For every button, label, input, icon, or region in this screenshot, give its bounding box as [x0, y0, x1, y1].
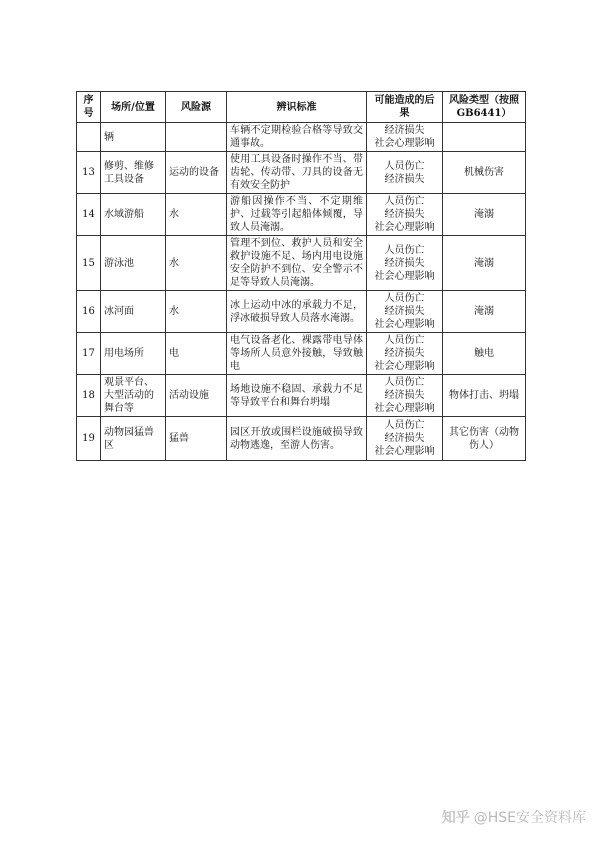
zhihu-watermark [442, 807, 586, 827]
cell-location: 辆 [101, 123, 166, 152]
cell-standard: 管理不到位、救护人员和安全救护设施不足、场内用电设施安全防护不到位、安全警示不足等导致人员淹溺。 [227, 236, 367, 291]
cell-location: 动物园猛兽区 [101, 417, 166, 461]
cell-consequence [367, 333, 443, 375]
cell-no [77, 123, 101, 152]
header-consequence: 可能造成的后果 [367, 92, 443, 123]
consequence-item: 社会心理影响 [374, 361, 435, 372]
cell-no: 16 [77, 291, 101, 333]
consequence-item: 经济损失 [384, 173, 425, 185]
consequence-item: 社会心理影响 [374, 270, 435, 282]
cell-no: 14 [77, 194, 101, 236]
consequence-item: 人员伤亡 [384, 420, 425, 431]
cell-location: 用电场所 [101, 333, 166, 375]
header-type: 风险类型（按照 GB6441） [443, 92, 526, 123]
cell-location: 冰河面 [101, 291, 166, 333]
cell-consequence [367, 152, 443, 194]
cell-consequence [367, 417, 443, 461]
consequence-item: 人员伤亡 [384, 335, 425, 346]
cell-standard: 游船因操作不当、不定期维护、过载等引起船体倾覆，导致人员淹溺。 [227, 194, 367, 236]
cell-source: 运动的设备 [166, 152, 227, 194]
cell-location: 水域游船 [101, 194, 166, 236]
cell-type: 淹溺 [443, 291, 526, 333]
cell-standard: 冰上运动中冰的承载力不足，浮冰破损导致人员落水淹溺。 [227, 291, 367, 333]
cell-type: 物体打击、坍塌 [443, 375, 526, 417]
consequence-item: 人员伤亡 [384, 160, 425, 172]
consequence-item: 社会心理影响 [374, 222, 435, 233]
cell-consequence [367, 236, 443, 291]
consequence-item: 经济损失 [384, 306, 425, 317]
cell-no: 19 [77, 417, 101, 461]
zhihu-logo-text: 知乎 [441, 810, 470, 826]
table-row [77, 123, 526, 152]
cell-no: 13 [77, 152, 101, 194]
cell-location: 修剪、维修工具设备 [101, 152, 166, 194]
table-row [77, 194, 526, 236]
consequence-item: 人员伤亡 [384, 244, 425, 256]
cell-source: 水 [166, 236, 227, 291]
consequence-item: 社会心理影响 [374, 138, 435, 149]
consequence-item: 人员伤亡 [384, 377, 425, 388]
cell-no: 17 [77, 333, 101, 375]
cell-source: 水 [166, 194, 227, 236]
consequence-item: 经济损失 [384, 125, 425, 136]
consequence-item: 经济损失 [384, 390, 425, 401]
consequence-item: 经济损失 [384, 433, 425, 444]
cell-type: 淹溺 [443, 194, 526, 236]
cell-type: 触电 [443, 333, 526, 375]
risk-identification-table [76, 91, 526, 461]
watermark-account: @HSE安全资料库 [473, 810, 586, 826]
consequence-item: 经济损失 [384, 209, 425, 220]
header-no: 序号 [77, 92, 101, 123]
cell-standard: 场地设施不稳固、承载力不足等导致平台和舞台坍塌 [227, 375, 367, 417]
consequence-item: 社会心理影响 [374, 319, 435, 330]
table-row [77, 333, 526, 375]
cell-standard: 使用工具设备时操作不当、带齿轮、传动带、刀具的设备无有效安全防护 [227, 152, 367, 194]
cell-consequence [367, 375, 443, 417]
consequence-item: 人员伤亡 [384, 196, 425, 207]
cell-consequence [367, 291, 443, 333]
cell-standard: 车辆不定期检验合格等导致交通事故。 [227, 123, 367, 152]
header-standard: 辨识标准 [227, 92, 367, 123]
table-row [77, 375, 526, 417]
cell-location: 观景平台、大型活动的舞台等 [101, 375, 166, 417]
table-row [77, 417, 526, 461]
cell-consequence [367, 123, 443, 152]
header-source: 风险源 [166, 92, 227, 123]
cell-source: 猛兽 [166, 417, 227, 461]
cell-standard: 园区开放或围栏设施破损导致动物逃逸，至游人伤害。 [227, 417, 367, 461]
cell-source: 电 [166, 333, 227, 375]
consequence-item: 社会心理影响 [374, 403, 435, 414]
consequence-item: 人员伤亡 [384, 293, 425, 304]
cell-type: 其它伤害（动物伤人） [443, 417, 526, 461]
cell-source: 水 [166, 291, 227, 333]
cell-type [443, 123, 526, 152]
table-header-row [77, 92, 526, 123]
cell-type: 机械伤害 [443, 152, 526, 194]
table-row [77, 236, 526, 291]
cell-source [166, 123, 227, 152]
cell-no: 18 [77, 375, 101, 417]
consequence-item: 经济损失 [384, 257, 425, 269]
cell-standard: 电气设备老化、裸露带电导体等场所人员意外接触，导致触电 [227, 333, 367, 375]
header-location: 场所/位置 [101, 92, 166, 123]
cell-no: 15 [77, 236, 101, 291]
cell-location: 游泳池 [101, 236, 166, 291]
table-row [77, 152, 526, 194]
cell-type: 淹溺 [443, 236, 526, 291]
cell-consequence [367, 194, 443, 236]
consequence-item: 经济损失 [384, 348, 425, 359]
cell-source: 活动设施 [166, 375, 227, 417]
consequence-item: 社会心理影响 [374, 446, 435, 457]
table-row [77, 291, 526, 333]
